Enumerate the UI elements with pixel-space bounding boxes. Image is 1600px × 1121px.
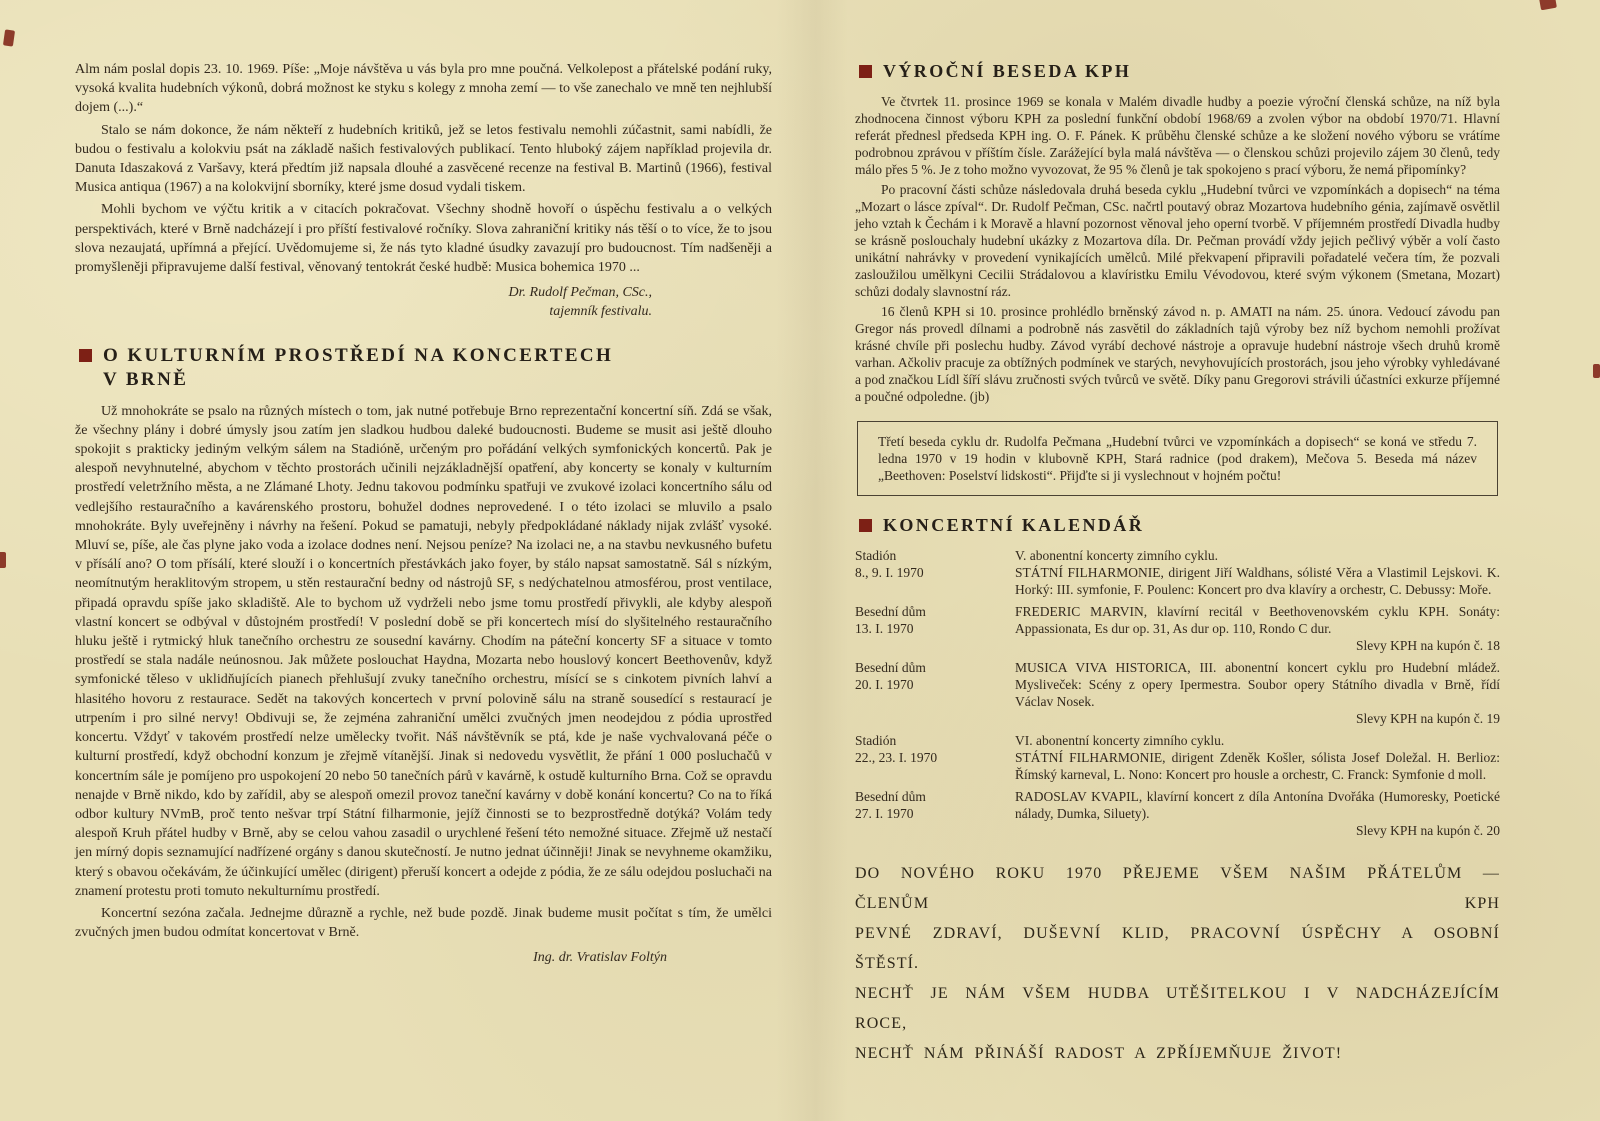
venue-label: Stadión: [855, 548, 897, 563]
venue-label: Besední dům: [855, 660, 926, 675]
calendar-row-meta: [855, 547, 1015, 598]
date-label: 27. I. 1970: [855, 806, 914, 821]
discount-note: Slevy KPH na kupón č. 18: [1356, 638, 1500, 653]
scan-mark: [3, 29, 15, 46]
section-heading-cultural-environment: [75, 344, 772, 392]
section-title-line: VÝROČNÍ BESEDA KPH: [883, 61, 1132, 81]
signature-block: [75, 283, 772, 321]
section-heading-annual-meeting: [855, 60, 1500, 83]
event-text: STÁTNÍ FILHARMONIE, dirigent Jiří Waldhans, sólisté Věra a Vlastimil Lejskovi. K. Horký: III. symfonie, F. Poulenc: Koncert pro dva klavíry a orchestr, C. Debussy: Moře.: [1015, 565, 1500, 597]
event-description: [1015, 603, 1500, 654]
scan-mark: [1593, 364, 1600, 378]
event-text: FREDERIC MARVIN, klavírní recitál v Beethovenovském cyklu KPH. Sonáty: Appassionata, Es dur op. 31, As dur op. 110, Rondo C dur.: [1015, 604, 1500, 636]
cycle-label: V. abonentní koncerty zimního cyklu.: [1015, 548, 1218, 563]
event-description: [1015, 659, 1500, 727]
greeting-line: NECHŤ JE NÁM VŠEM HUDBA UTĚŠITELKOU I V NADCHÁZEJÍCÍM ROCE,: [855, 985, 1500, 1032]
section-bullet-icon: [859, 65, 872, 78]
calendar-row: [855, 547, 1500, 598]
event-description: [1015, 547, 1500, 598]
venue-label: Besední dům: [855, 604, 926, 619]
notice-box: [857, 421, 1498, 496]
discount-note: Slevy KPH na kupón č. 19: [1356, 711, 1500, 726]
article-paragraph: Po pracovní části schůze následovala druhá beseda cyklu „Hudební tvůrci ve vzpomínkách a dopisech“ na téma „Mozart o lásce zpíval“. Dr. Rudolf Pečman, CSc. načrtl poutavý obraz Mozartova hudebního génia, zajímavě osvětlil jeho vztah k Čechám i k Moravě a hlavní pozornost věnoval jeho operní tvorbě. V příjemném prostředí Divadla hudby se krásně poslouchaly hudební ukázky z Mozartova díla. Dr. Pečman provádí vždy jejich pečlivý výběr a volí často unikátní nahrávky v provedení vynikajících umělců. Milé překvapení připravili pořadatelé večera tím, že pozvali zasloužilou umělkyni Cecilii Strádalovou a klavíristku Emilu Vévodovou, které svým výkonem (Smetana, Mozart) schůzi dodaly slavnostní ráz.: [855, 182, 1500, 299]
article-paragraph: Už mnohokráte se psalo na různých místech o tom, jak nutné potřebuje Brno reprezentační koncertní síň. Zdá se však, že všechny plány i dobré úmysly jsou zatím jen sladkou hudbou daleké budoucnosti. Budeme se musit asi ještě dlouho spokojit s prakticky jediným velkým sálem na Stadióně, určeným pro pořádání velkých symfonických koncertů. Pak je alespoň nevyhnutelné, abychom v těchto prostorách učinili nejzákladnější opatření, aby koncerty se konaly v kulturním prostředí veletržního města, a ne Zlámané Lhoty. Jednu takovou podmínku spatřuji ve zvukové izolaci koncertního sálu od vedlejšího restauračního a kavárenského prostoru, bohužel dodnes neprovedené. I o této izolaci se mluvilo a psalo mnohokráte. Byly uveřejněny i návrhy na řešení. Pokud se pamatuji, nebyly předpokládané náklady nijak zvlášť vysoké. Mluví se, píše, ale čas plyne jako voda a izolace dodnes není. Nejsou peníze? Na izolaci ne, a na stavbu nevkusného bufetu v přísálí ano? O tom přísálí, které slouží i o koncertních přestávkách jako foyer, by stálo napsat samostatně. Sál s nízkým, neomítnutým heraklitovým stropem, u stěn restaurační bedny od nástrojů SF, s nedýchatelnou atmosférou, prost ventilace, připadá opravdu spíše jako skladiště. Ale to bychom už vydrželi nebo jsme tomu prostředí přivykli, ale kdyby alespoň vlastní koncert se odbýval v důstojném prostředí! V poslední době se při koncertech mísí do slyšitelného restauračního hluku ještě i rytmický hluk tanečního orchestru ze sousední kavárny. Chodím na páteční koncerty SF a situace v tomto prostředí se stala nadále neúnosnou. Jak můžete poslouchat Haydna, Mozarta nebo houslový koncert Beethovenův, když symfonické těleso v uklidňujících pianech přehlušují zvuky tanečního orchestru, mísící se s cinkotem pivních lahví a hlasitého hovoru z restaurace. Sedět na takových koncertech v první polovině sálu na straně sousedící s restaurací je utrpením i pro silné nervy! Obdivuji se, že zejména zahraniční umělci zvučných jmen neodejdou z pódia uprostřed koncertu. Vždyť v takovém prostředí nelze umělecky tvořit. Náš návštěvník se ptá, kde je naše vychvalovaná péče o kulturní prostředí, když obchodní konzum je zřejmě vítanější. Jinak si nedovedu vysvětlit, že přání 1 000 posluchačů v koncertním sále je pomíjeno pro uspokojení 20 nebo 50 tanečních párů v kavárně, k ostudě kulturního Brna. Což se opravdu nenajde v Brně nikdo, kdo by zařídil, aby se alespoň omezil provoz taneční kavárny v době konání koncertu? Co na to říká odbor kultury NVmB, proč tento nešvar trpí Státní filharmonie, jejíž činnosti se to bezprostředně dotýká? Volám tedy alespoň Kruh přátel hudby v Brně, aby se celou vahou zasadil o urychlené řešení této nemožné situace. Zřejmě už nestačí jen mírný dopis seznamující nadřízené orgány s danou skutečností. Je nutno jednat účinněji! Jinak se nevyhneme okamžiku, který s obavou očekávám, že účinkující umělec (dirigent) přeruší koncert a odejde z pódia, že ze sálu odejdou posluchači na znamení protestu proti tomuto nekulturnímu prostředí.: [75, 403, 772, 899]
greeting-line: NECHŤ NÁM PŘINÁŠÍ RADOST A ZPŘÍJEMŇUJE ŽIVOT!: [855, 1045, 1343, 1062]
venue-label: Stadión: [855, 733, 897, 748]
cycle-label: VI. abonentní koncerty zimního cyklu.: [1015, 733, 1225, 748]
date-label: 8., 9. I. 1970: [855, 565, 924, 580]
signature-role: tajemník festivalu.: [549, 304, 652, 320]
scan-mark: [1539, 0, 1557, 10]
greeting-line: PEVNÉ ZDRAVÍ, DUŠEVNÍ KLID, PRACOVNÍ ÚSPĚCHY A OSOBNÍ ŠTĚSTÍ.: [855, 925, 1500, 972]
date-label: 22., 23. I. 1970: [855, 750, 938, 765]
discount-note: Slevy KPH na kupón č. 20: [1356, 823, 1500, 838]
event-text: RADOSLAV KVAPIL, klavírní koncert z díla Antonína Dvořáka (Humoresky, Poetické nálady, Dumka, Siluety).: [1015, 789, 1500, 821]
event-text: MUSICA VIVA HISTORICA, III. abonentní koncert cyklu pro Hudební mládež. Mysliveček: Scény z opery Ipermestra. Soubor opery Státního divadla v Brně, řídí Václav Nosek.: [1015, 660, 1500, 709]
new-year-greeting: [855, 859, 1500, 1069]
festival-report-paragraph: Stalo se nám dokonce, že nám někteří z hudebních kritiků, jež se letos festivalu nemohli zúčastnit, sami nabídli, že budou o festivalu a kolokviu psát na základě našich festivalových publikací. Tento hluboký zájem například projevila dr. Danuta Idaszaková z Varšavy, která předtím již napsala dlouhé a zasvěcené recenze na festival B. Martinů (1966), festival Musica antiqua (1967) a na kolokvijní sborníky, které jsme dosud vydali tiskem.: [75, 122, 772, 196]
calendar-row-meta: [855, 732, 1015, 783]
section-title-line: V BRNĚ: [103, 368, 189, 390]
article-paragraph: Koncertní sezóna začala. Jednejme důrazně a rychle, než bude pozdě. Jinak budeme musit počítat s tím, že umělci zvučných jmen budou odmítat koncertovat v Brně.: [75, 905, 772, 941]
section-title-line: O KULTURNÍM PROSTŘEDÍ NA KONCERTECH: [103, 344, 614, 366]
calendar-row: [855, 603, 1500, 654]
section-bullet-icon: [79, 349, 92, 362]
festival-report-paragraph: Mohli bychom ve výčtu kritik a v citacích pokračovat. Všechny shodně hovoří o úspěchu festivalu a o velkých perspektivách, které v Brně nadcházejí i pro příští festivalové ročníky. Slova zahraniční kritiky nás těší o to více, že to jsou slova nezaujatá, upřímná a přející. Uvědomujeme si, že nás tyto kladné úsudky zavazují pro budoucnost. Tím nadšeněji a promyšleněji připravujeme další festival, věnovaný tentokrát české hudbě: Musica bohemica 1970 ...: [75, 202, 772, 276]
date-label: 20. I. 1970: [855, 677, 914, 692]
festival-report-paragraph: Alm nám poslal dopis 23. 10. 1969. Píše: „Moje návštěva u vás byla pro mne poučná. Velkolepost a přátelské podání ruky, vysoká kvalita hudebních výkonů, dobrá možnost ke styku s kolegy z mnoha zemí — to vše zanechalo ve mně ten nejhlubší dojem (...).“: [75, 62, 772, 116]
event-description: [1015, 788, 1500, 839]
calendar-row-meta: [855, 788, 1015, 839]
venue-label: Besední dům: [855, 789, 926, 804]
calendar-row-meta: [855, 659, 1015, 727]
notice-text: Třetí beseda cyklu dr. Rudolfa Pečmana „Hudební tvůrci ve vzpomínkách a dopisech“ se koná ve středu 7. ledna 1970 v 19 hodin v klubovně KPH, Stará radnice (pod drakem), Mečova 5. Beseda má název „Beethoven: Poselství lidskosti“. Přijďte si ji vyslechnout v hojném počtu!: [878, 434, 1477, 483]
signature-block: [75, 948, 772, 967]
right-page: [855, 60, 1500, 1069]
event-text: STÁTNÍ FILHARMONIE, dirigent Zdeněk Košler, sólista Josef Doležal. H. Berlioz: Římský karneval, L. Nono: Koncert pro housle a orchestr, C. Franck: Symfonie d moll.: [1015, 750, 1500, 782]
signature-name: Ing. dr. Vratislav Foltýn: [533, 950, 667, 966]
calendar-row: [855, 732, 1500, 783]
signature-name: Dr. Rudolf Pečman, CSc.,: [508, 285, 652, 301]
section-heading-concert-calendar: [855, 514, 1500, 537]
article-paragraph: 16 členů KPH si 10. prosince prohlédlo brněnský závod n. p. AMATI na nám. 25. února. Vedoucí závodu pan Gregor nás provedl dílnami a podrobně nás zasvětil do základních tajů výroby bez níž bychom nemohli prožívat krásné chvíle při poslechu hudby. Závod vyrábí dechové nástroje a opravuje hudební nástroje všech druhů kromě varhan. Ačkoliv pracuje za obtížných podmínek ve starých, nevyhovujících prostorách, jsou jeho výrobky vyhledávané a pod značkou Lídl šíří slávu zručnosti svých tvůrců ve světě. Díky panu Gregorovi strávili účastníci exkurze příjemné a poučné odpoledne. (jb): [855, 304, 1500, 404]
greeting-line: DO NOVÉHO ROKU 1970 PŘEJEME VŠEM NAŠIM PŘÁTELŮM — ČLENŮM KPH: [855, 865, 1500, 912]
article-paragraph: Ve čtvrtek 11. prosince 1969 se konala v Malém divadle hudby a poezie výroční členská schůze, na níž byla zhodnocena činnost výboru KPH za poslední funkční období 1968/69 a zvolen výbor na období 1970/71. Hlavní referát přednesl předseda KPH ing. O. F. Pánek. K průběhu členské schůze a ke složení nového výboru se vrátíme podrobnou zprávou v příštím čísle. Zarážející byla malá návštěva — o členskou schůzi projevilo zájem 30 členů, tedy málo přes 5 %. Je z toho možno vyvozovat, že 95 % členů je tak spokojeno s prací výboru, že nemá připomínky?: [855, 94, 1500, 177]
calendar-row: [855, 659, 1500, 727]
concert-calendar: [855, 547, 1500, 839]
calendar-row-meta: [855, 603, 1015, 654]
left-page: [75, 60, 772, 970]
event-description: [1015, 732, 1500, 783]
scan-mark: [0, 552, 6, 568]
calendar-row: [855, 788, 1500, 839]
section-bullet-icon: [859, 519, 872, 532]
date-label: 13. I. 1970: [855, 621, 914, 636]
section-title-line: KONCERTNÍ KALENDÁŘ: [883, 515, 1145, 535]
